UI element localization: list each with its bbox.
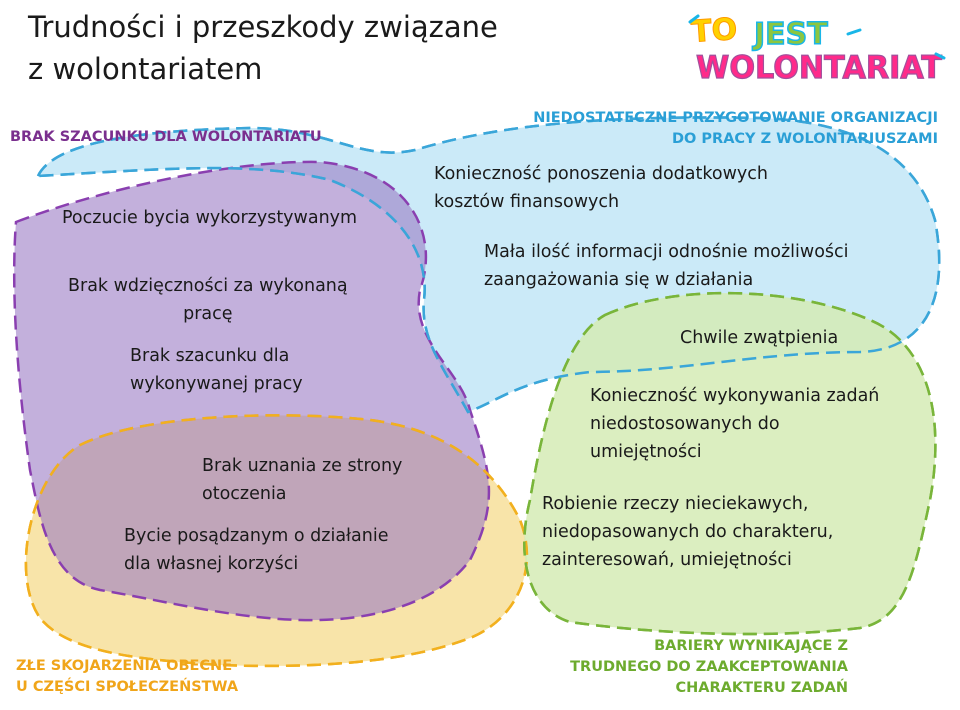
item-boring: Robienie rzeczy nieciekawych, niedopasowanych do charakteru, zainteresowań, umiejętności <box>542 494 834 570</box>
item-exploited: Poczucie bycia wykorzystywanym <box>62 208 358 228</box>
respect-group-label: BRAK SZACUNKU DLA WOLONTARIATU <box>10 129 322 145</box>
barriers-group-label <box>570 636 848 699</box>
logo-jest: JEST <box>754 17 828 52</box>
organization-group-label <box>533 108 938 150</box>
barriers-label-line-1: BARIERY WYNIKAJĄCE Z <box>654 638 848 654</box>
item-tasks: Konieczność wykonywania zadań niedostosowanych do umiejętności <box>590 386 880 462</box>
title-line-2: z wolontariatem <box>28 52 263 86</box>
organization-label-line-2: DO PRACY Z WOLONTARIUSZAMI <box>671 131 938 147</box>
item-recognition: Brak uznania ze strony otoczenia <box>202 456 403 504</box>
item-respect-work: Brak szacunku dla wykonywanej pracy <box>130 346 303 394</box>
barriers-label-line-3: CHARAKTERU ZADAŃ <box>675 680 848 696</box>
item-info: Mała ilość informacji odnośnie możliwości zaangażowania się w działania <box>484 242 849 290</box>
title-line-1: Trudności i przeszkody związane <box>28 10 498 44</box>
item-doubt: Chwile zwątpienia <box>680 328 839 348</box>
barriers-label-line-2: TRUDNEGO DO ZAAKCEPTOWANIA <box>570 659 848 675</box>
organization-label-line-1: NIEDOSTATECZNE PRZYGOTOWANIE ORGANIZACJI <box>533 110 938 126</box>
associations-label-line-1: ZŁE SKOJARZENIA OBECNE <box>16 658 233 674</box>
logo-to: TO <box>690 11 739 50</box>
item-suspicion: Bycie posądzanym o działanie dla własnej korzyści <box>124 526 389 574</box>
associations-label-line-2: U CZĘŚCI SPOŁECZEŃSTWA <box>16 679 239 695</box>
item-gratitude: Brak wdzięczności za wykonaną pracę <box>68 276 348 324</box>
item-costs: Konieczność ponoszenia dodatkowych kosztów finansowych <box>434 164 768 212</box>
associations-group-label <box>16 656 238 698</box>
logo-wolontariat: WOLONTARIAT <box>696 50 942 86</box>
